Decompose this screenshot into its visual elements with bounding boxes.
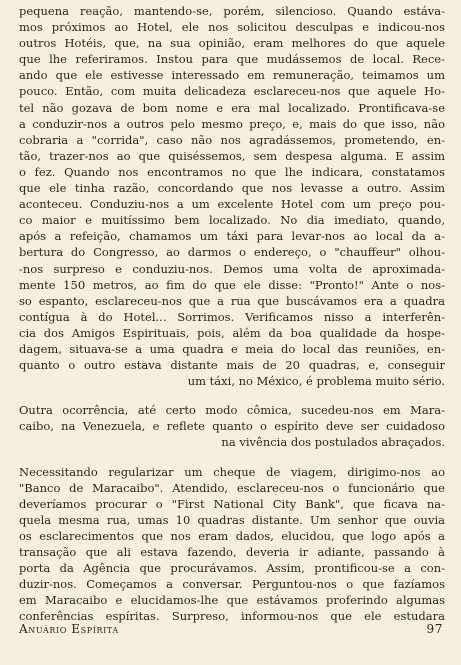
text-line: cia dos Amigos Espirituais, pois, além da boa qualidade da hospe- — [19, 325, 445, 340]
text-line: em Maracaibo e elucidamos-lhe que estávamos proferindo algumas — [19, 593, 445, 608]
text-line: após a refeição, chamamos um táxi para levar-nos ao local da a- — [19, 229, 445, 244]
text-line: "Banco de Maracaibo". Atendido, esclareceu-nos o funcionário que — [19, 480, 445, 495]
text-line: outros Hotéis, que, na sua opinião, eram melhores do que aquele — [19, 36, 445, 51]
text-line: ando que ele estivesse interessado em remuneração, teimamos um — [19, 68, 445, 83]
text-line: transação que ali estava fazendo, deveria ir adiante, passando à — [19, 545, 445, 559]
body-text — [19, 3, 445, 624]
text-line: o fez. Quando nos encontramos no que lhe indicara, constatamos — [19, 164, 445, 179]
text-line: contígua à do Hotel... Sorrimos. Verificamos nisso a interferên- — [19, 309, 445, 324]
paragraph — [19, 402, 445, 450]
text-line: dagem, situava-se a uma quadra e meia do local das reuniões, en- — [19, 341, 445, 356]
text-line: cobraria a "corrida", caso não nos agradássemos, prometendo, en- — [19, 132, 445, 147]
text-line: a conduzir-nos a outros pelo mesmo preço, e, mais do que isso, não — [19, 116, 445, 131]
text-line: so espanto, esclareceu-nos que a rua que buscávamos era a quadra — [19, 293, 445, 308]
text-line: pouco. Então, com muita delicadeza esclareceu-nos que aquele Ho- — [19, 84, 445, 99]
text-line: na vivência dos postulados abraçados. — [221, 435, 445, 450]
text-line: quanto o outro estava distante mais de 20 quadras, e, conseguir — [19, 358, 445, 373]
text-line: Outra ocorrência, até certo modo cômica, sucedeu-nos em Mara- — [19, 403, 445, 418]
text-line: -nos surpreso e conduziu-nos. Demos uma volta de aproximada- — [19, 261, 445, 276]
text-line: tel não gozava de bom nome e era mal localizado. Prontificava-se — [19, 100, 445, 115]
paragraph — [19, 3, 445, 389]
text-line: porta da Agência que procurávamos. Assim, prontificou-se a con- — [19, 561, 445, 576]
text-line: mos próximos ao Hotel, ele nos solicitou desculpas e indicou-nos — [19, 20, 445, 35]
text-line: co maior e muitíssimo bem localizado. No dia imediato, quando, — [19, 213, 445, 228]
page-footer — [19, 622, 443, 636]
text-line: pequena reação, mantendo-se, porém, silencioso. Quando estáva- — [19, 4, 445, 18]
paragraph — [19, 464, 445, 625]
text-line: conferências espíritas. Surpreso, informou-nos que ele estudara — [19, 609, 445, 624]
page-number: 97 — [426, 622, 443, 636]
text-line: que ele tinha razão, concordando que nos levasse a outro. Assim — [19, 181, 445, 196]
text-line: mente 150 metros, ao fim do que ele disse: "Pronto!" Ante o nos- — [19, 277, 445, 292]
text-line: tão, trazer-nos ao que quiséssemos, sem despesa alguma. E assim — [19, 148, 445, 163]
text-line: caibo, na Venezuela, e reflete quanto o espírito deve ser cuidadoso — [19, 419, 445, 434]
text-line: os esclarecimentos que nos eram dados, elucidou, que logo após a — [19, 528, 445, 543]
text-line: duzir-nos. Começamos a conversar. Perguntou-nos o que fazíamos — [19, 577, 445, 592]
running-title: Anuário Espírita — [19, 622, 119, 636]
text-line: Necessitando regularizar um cheque de viagem, dirigimo-nos ao — [19, 464, 445, 479]
text-line: aconteceu. Conduziu-nos a um excelente Hotel com um preço pou- — [19, 197, 445, 212]
text-line: deveríamos procurar o "First National City Bank", que ficava na- — [19, 496, 445, 511]
text-line: que lhe referiramos. Instou para que mudássemos de local. Rece- — [19, 52, 445, 67]
text-line: um táxi, no México, é problema muito sério. — [187, 374, 445, 389]
text-line: bertura do Congresso, ao darmos o endereço, o "chauffeur" olhou- — [19, 245, 445, 260]
text-line: quela mesma rua, umas 10 quadras distante. Um senhor que ouvia — [19, 512, 445, 527]
